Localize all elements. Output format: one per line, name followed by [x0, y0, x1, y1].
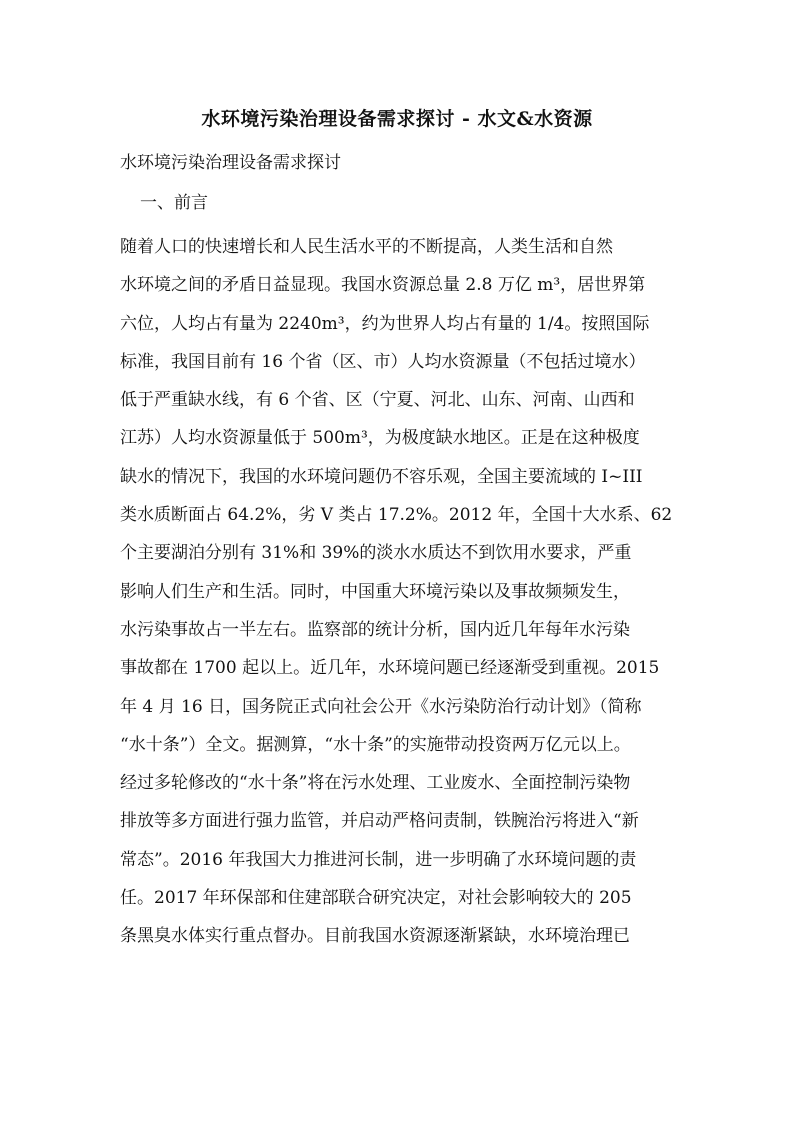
paragraph-line: 六位，人均占有量为 2240m³，约为世界人均占有量的 1/4。按照国际: [120, 313, 650, 334]
paragraph-line: 事故都在 1700 起以上。近几年，水环境问题已经逐渐受到重视。2015: [120, 658, 660, 679]
paragraph-line: 个主要湖泊分别有 31%和 39%的淡水水质达不到饮用水要求，严重: [120, 543, 632, 564]
paragraph-line: 条黑臭水体实行重点督办。目前我国水资源逐渐紧缺，水环境治理已: [120, 926, 630, 947]
paragraph-line: 任。2017 年环保部和住建部联合研究决定，对社会影响较大的 205: [120, 888, 632, 909]
paragraph-line: 水污染事故占一半左右。监察部的统计分析，国内近几年每年水污染: [120, 619, 630, 640]
paragraph-line: 排放等多方面进行强力监管，并启动严格问责制，铁腕治污将进入“新: [120, 811, 639, 832]
paragraph-line: 常态”。2016 年我国大力推进河长制，进一步明确了水环境问题的责: [120, 849, 637, 870]
paragraph-line: 影响人们生产和生活。同时，中国重大环境污染以及事故频频发生，: [120, 581, 630, 602]
body-paragraph: [120, 228, 680, 956]
paragraph-line: 江苏）人均水资源量低于 500m³，为极度缺水地区。正是在这种极度: [120, 428, 640, 449]
document-title: 水环境污染治理设备需求探讨 - 水文&水资源: [201, 108, 593, 130]
section-heading: 一、前言: [140, 193, 208, 213]
paragraph-line: 标准，我国目前有 16 个省（区、市）人均水资源量（不包括过境水）: [120, 351, 646, 372]
document-subtitle: 水环境污染治理设备需求探讨: [120, 153, 341, 173]
paragraph-line: 经过多轮修改的“水十条”将在污水处理、工业废水、全面控制污染物: [120, 773, 631, 794]
paragraph-line: 水环境之间的矛盾日益显现。我国水资源总量 2.8 万亿 m³，居世界第: [120, 275, 646, 296]
paragraph-line: 缺水的情况下，我国的水环境问题仍不容乐观，全国主要流域的 I~III: [120, 466, 643, 487]
paragraph-line: 年 4 月 16 日，国务院正式向社会公开《水污染防治行动计划》（简称: [120, 696, 642, 717]
paragraph-line: “水十条”）全文。据测算，“水十条”的实施带动投资两万亿元以上。: [120, 734, 631, 755]
paragraph-line: 类水质断面占 64.2%，劣 V 类占 17.2%。2012 年，全国十大水系、62: [120, 505, 673, 526]
paragraph-line: 随着人口的快速增长和人民生活水平的不断提高，人类生活和自然: [120, 237, 613, 257]
paragraph-line: 低于严重缺水线，有 6 个省、区（宁夏、河北、山东、河南、山西和: [120, 390, 635, 411]
